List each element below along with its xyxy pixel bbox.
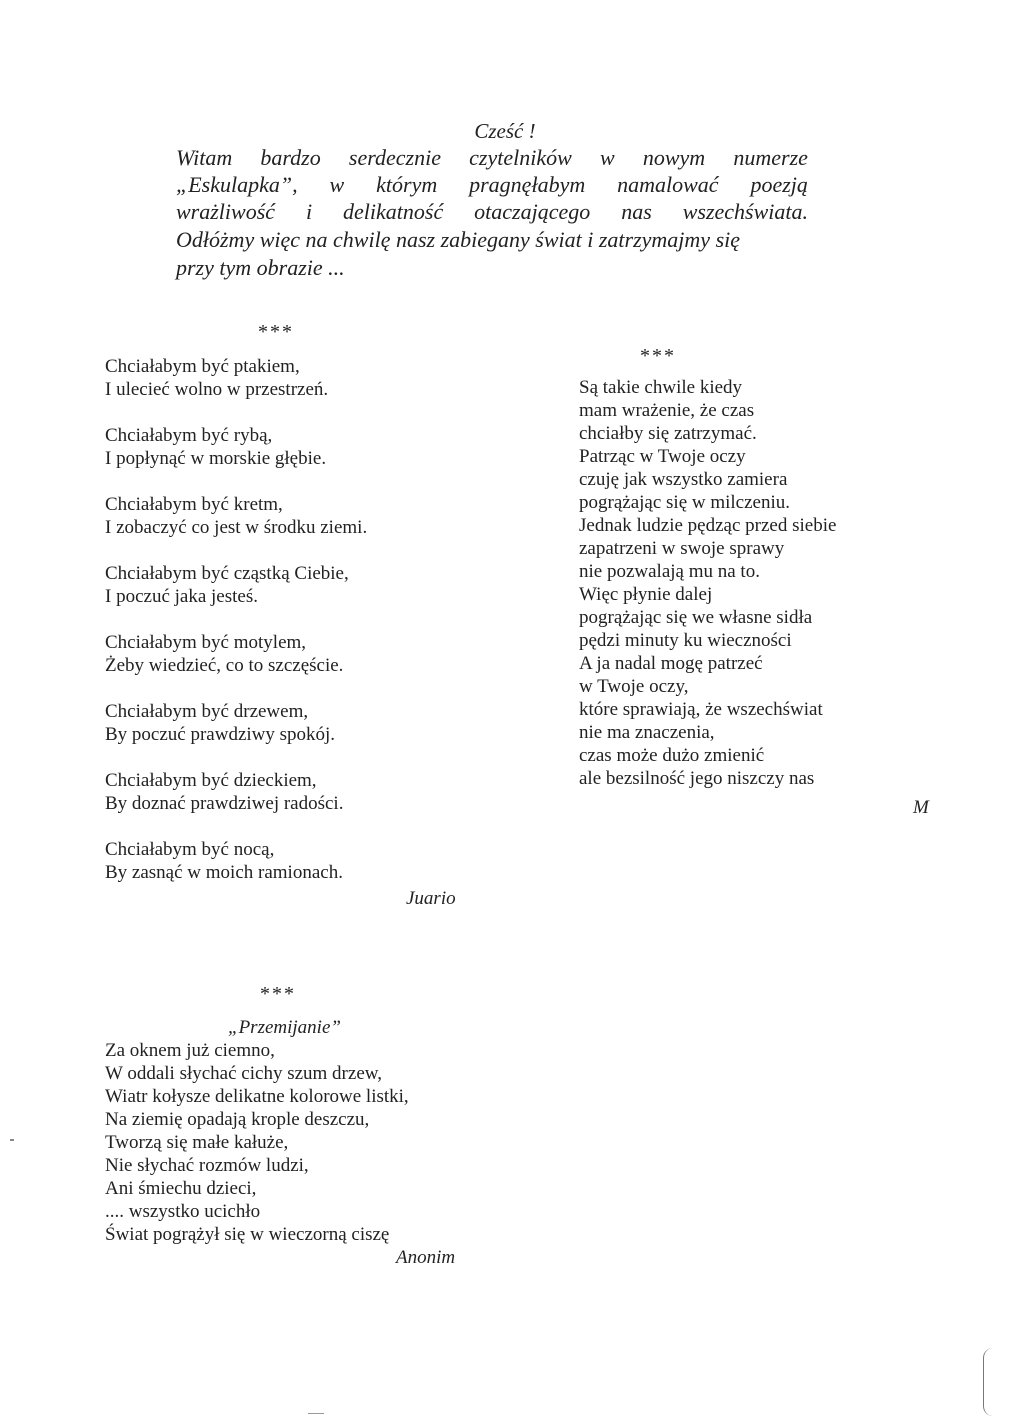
intro-word: serdecznie <box>348 145 441 170</box>
poem1-line: I zobaczyć co jest w środku ziemi. <box>105 517 368 538</box>
intro-word: czytelników <box>469 145 572 170</box>
intro-title: Cześć ! <box>474 119 536 143</box>
intro-line-5: przy tym obrazie ... <box>176 255 345 280</box>
poem2-line: czas może dużo zmienić <box>579 745 765 766</box>
poem3-title: „Przemijanie” <box>228 1017 341 1038</box>
poem2-line: chciałby się zatrzymać. <box>579 423 757 444</box>
poem1-stanza <box>105 700 367 746</box>
poem2-body <box>579 376 836 790</box>
poem2-line: mam wrażenie, że czas <box>579 400 755 421</box>
poem1-line: Żeby wiedzieć, co to szczęście. <box>105 655 344 676</box>
poem1-line: Chciałabym być drzewem, <box>105 701 309 722</box>
poem2-line: pędzi minuty ku wieczności <box>579 630 792 651</box>
poem1-line: Chciałabym być motylem, <box>105 632 307 653</box>
poem2-line: czuję jak wszystko zamiera <box>579 469 788 490</box>
poem2-line: A ja nadal mogę patrzeć <box>579 653 763 674</box>
intro-word: Witam <box>176 145 233 170</box>
intro-line-4: Odłóżmy więc na chwilę nasz zabiegany świat i zatrzymajmy się <box>176 227 741 252</box>
poem1-stanza <box>105 355 367 401</box>
poem2-line: pogrążając się w milczeniu. <box>579 492 791 513</box>
poem2-line: Jednak ludzie pędząc przed siebie <box>579 515 837 536</box>
poem1-stars: *** <box>258 321 294 343</box>
poem2-line: pogrążając się we własne sidła <box>579 607 813 628</box>
poem2-line: Więc płynie dalej <box>579 584 713 605</box>
poem1-line: By poczuć prawdziwy spokój. <box>105 724 336 745</box>
poem2-line: Są takie chwile kiedy <box>579 377 743 398</box>
poem2-line: Patrząc w Twoje oczy <box>579 446 746 467</box>
poem1-line: Chciałabym być dzieckiem, <box>105 770 317 791</box>
bottom-scan-mark <box>308 1413 324 1414</box>
poem2-signature: M <box>913 797 929 818</box>
poem1-line: By doznać prawdziwej radości. <box>105 793 344 814</box>
poem1-line: I popłynąć w morskie głębie. <box>105 448 327 469</box>
poem2-line: w Twoje oczy, <box>579 676 689 697</box>
poem3-signature: Anonim <box>396 1247 456 1268</box>
poem1-line: I ulecieć wolno w przestrzeń. <box>105 379 329 400</box>
poem3-line: Wiatr kołysze delikatne kolorowe listki, <box>105 1086 409 1107</box>
intro-word: otaczającego <box>474 199 591 224</box>
poem1-line: Chciałabym być kretm, <box>105 494 283 515</box>
poem1-stanza <box>105 631 367 677</box>
poem1-signature: Juario <box>406 888 456 909</box>
poem3-line: W oddali słychać cichy szum drzew, <box>105 1063 382 1084</box>
intro-word: numerze <box>733 145 808 170</box>
intro-word: w <box>599 145 615 170</box>
poem1-line: Chciałabym być nocą, <box>105 839 275 860</box>
poem3-line: Za oknem już ciemno, <box>105 1040 275 1061</box>
poem1-line: By zasnąć w moich ramionach. <box>105 862 343 883</box>
poem3-stars: *** <box>260 983 296 1005</box>
poem1-line: Chciałabym być cząstką Ciebie, <box>105 563 349 584</box>
poem1-line: Chciałabym być ptakiem, <box>105 356 300 377</box>
intro-word: którym <box>376 172 438 197</box>
poem3-line: Na ziemię opadają krople deszczu, <box>105 1109 370 1130</box>
intro-word: nas <box>621 199 652 224</box>
poem2-line: ale bezsilność jego niszczy nas <box>579 768 815 789</box>
intro-line-2 <box>176 171 808 198</box>
intro-word: „Eskulapka”, <box>176 172 298 197</box>
poem3-line: Tworzą się małe kałuże, <box>105 1132 289 1153</box>
poem1-stanza <box>105 769 367 815</box>
poem2-line: nie pozwalają mu na to. <box>579 561 760 582</box>
poem1-stanza <box>105 424 367 470</box>
poem3-line: Ani śmiechu dzieci, <box>105 1178 257 1199</box>
intro-word: nowym <box>642 145 706 170</box>
poem3-line: Świat pogrążył się w wieczorną ciszę <box>105 1224 390 1245</box>
poem2-line: zapatrzeni w swoje sprawy <box>579 538 785 559</box>
poem2-stars: *** <box>640 345 676 367</box>
poem3-line: Nie słychać rozmów ludzi, <box>105 1155 309 1176</box>
poem1-stanza <box>105 562 367 608</box>
intro-word: i <box>305 199 313 224</box>
poem1-stanza <box>105 493 367 539</box>
intro-word: bardzo <box>260 145 321 170</box>
poem3-body <box>105 1039 409 1246</box>
intro-line-3 <box>176 198 808 225</box>
poem3-line: .... wszystko ucichło <box>105 1201 261 1222</box>
poem1-line: I poczuć jaka jesteś. <box>105 586 258 607</box>
poem2-line: które sprawiają, że wszechświat <box>579 699 823 720</box>
poem1-body <box>105 355 367 884</box>
intro-word: delikatność <box>343 199 444 224</box>
poem1-stanza <box>105 838 367 884</box>
poem1-line: Chciałabym być rybą, <box>105 425 273 446</box>
intro-word: namalować <box>617 172 719 197</box>
page-edge-mark <box>983 1348 994 1416</box>
intro-word: wrażliwość <box>176 199 276 224</box>
intro-word: pragnęłabym <box>469 172 586 197</box>
poem2-line: nie ma znaczenia, <box>579 722 715 743</box>
intro-word: wszechświata. <box>682 199 808 224</box>
side-scan-dot <box>10 1139 14 1141</box>
intro-line-1 <box>176 144 808 171</box>
intro-word: w <box>329 172 345 197</box>
intro-word: poezją <box>750 172 808 197</box>
